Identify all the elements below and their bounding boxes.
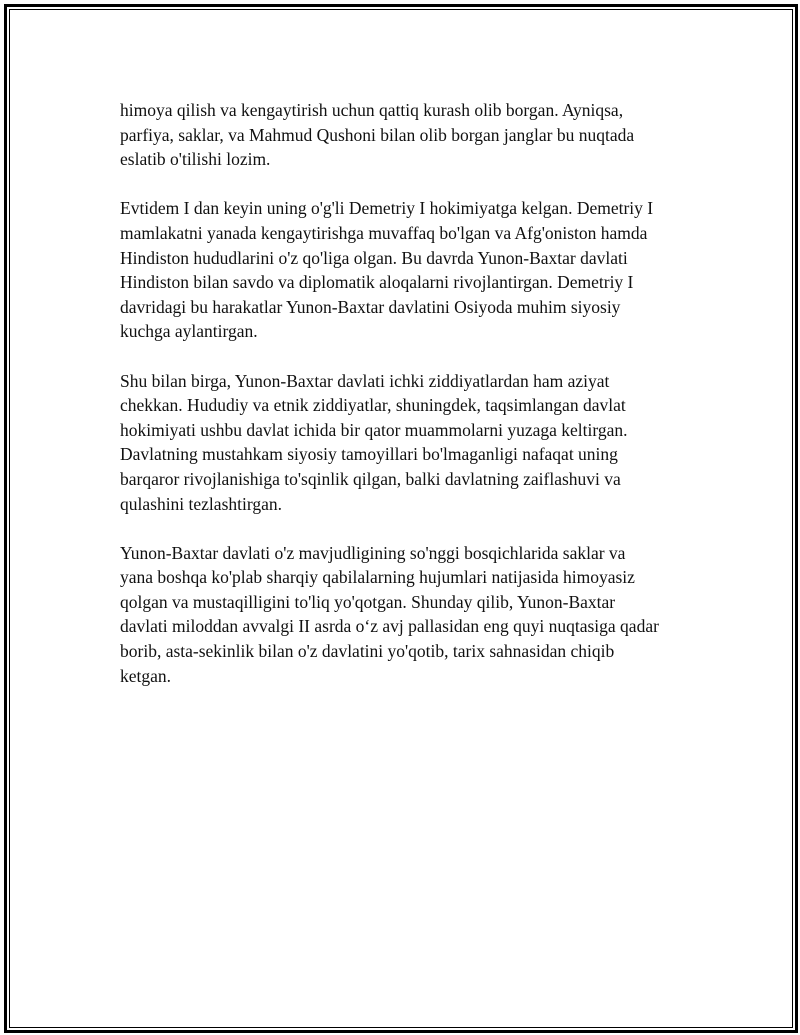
paragraph-2: Evtidem I dan keyin uning o'g'li Demetriy I hokimiyatga kelgan. Demetriy I mamlakatni yanada kengaytirishga muvaffaq bo'lgan va Afg'oniston hamda Hindiston hududlarini o'z qo'liga olgan. Bu davrda Yunon-Baxtar davlati Hindiston bilan savdo va diplomatik aloqalarni rivojlantirgan. Demetriy I davridagi bu harakatlar Yunon-Baxtar davlatini Osiyoda muhim siyosiy kuchga aylantirgan.: [120, 198, 654, 342]
paragraph-3: Shu bilan birga, Yunon-Baxtar davlati ichki ziddiyatlardan ham aziyat chekkan. Hududiy va etnik ziddiyatlar, shuningdek, taqsimlangan davlat hokimiyati ushbu davlat ichida bir qator muammolarni yuzaga keltirgan. Davlatning mustahkam siyosiy tamoyillari bo'lmaganligi nafaqat uning barqaror rivojlanishiga to'sqinlik qilgan, balki davlatning zaiflashuvi va qulashini tezlashtirgan.: [120, 370, 628, 514]
page-border: [4, 4, 798, 1033]
paragraph-1: himoya qilish va kengaytirish uchun qattiq kurash olib borgan. Ayniqsa, parfiya, saklar, va Mahmud Qushoni bilan olib borgan janglar bu nuqtada eslatib o'tilishi lozim.: [120, 100, 635, 170]
document-body: [120, 98, 705, 713]
paragraph-4: Yunon-Baxtar davlati o'z mavjudligining so'nggi bosqichlarida saklar va yana boshqa ko'plab sharqiy qabilalarning hujumlari natijasida himoyasiz qolgan va mustaqilligini to'liq yo'qotgan. Shunday qilib, Yunon-Baxtar davlati miloddan avvalgi II asrda o‘z avj pallasidan eng quyi nuqtasiga qadar borib, asta-sekinlik bilan o'z davlatini yo'qotib, tarix sahnasidan chiqib ketgan.: [120, 542, 659, 686]
